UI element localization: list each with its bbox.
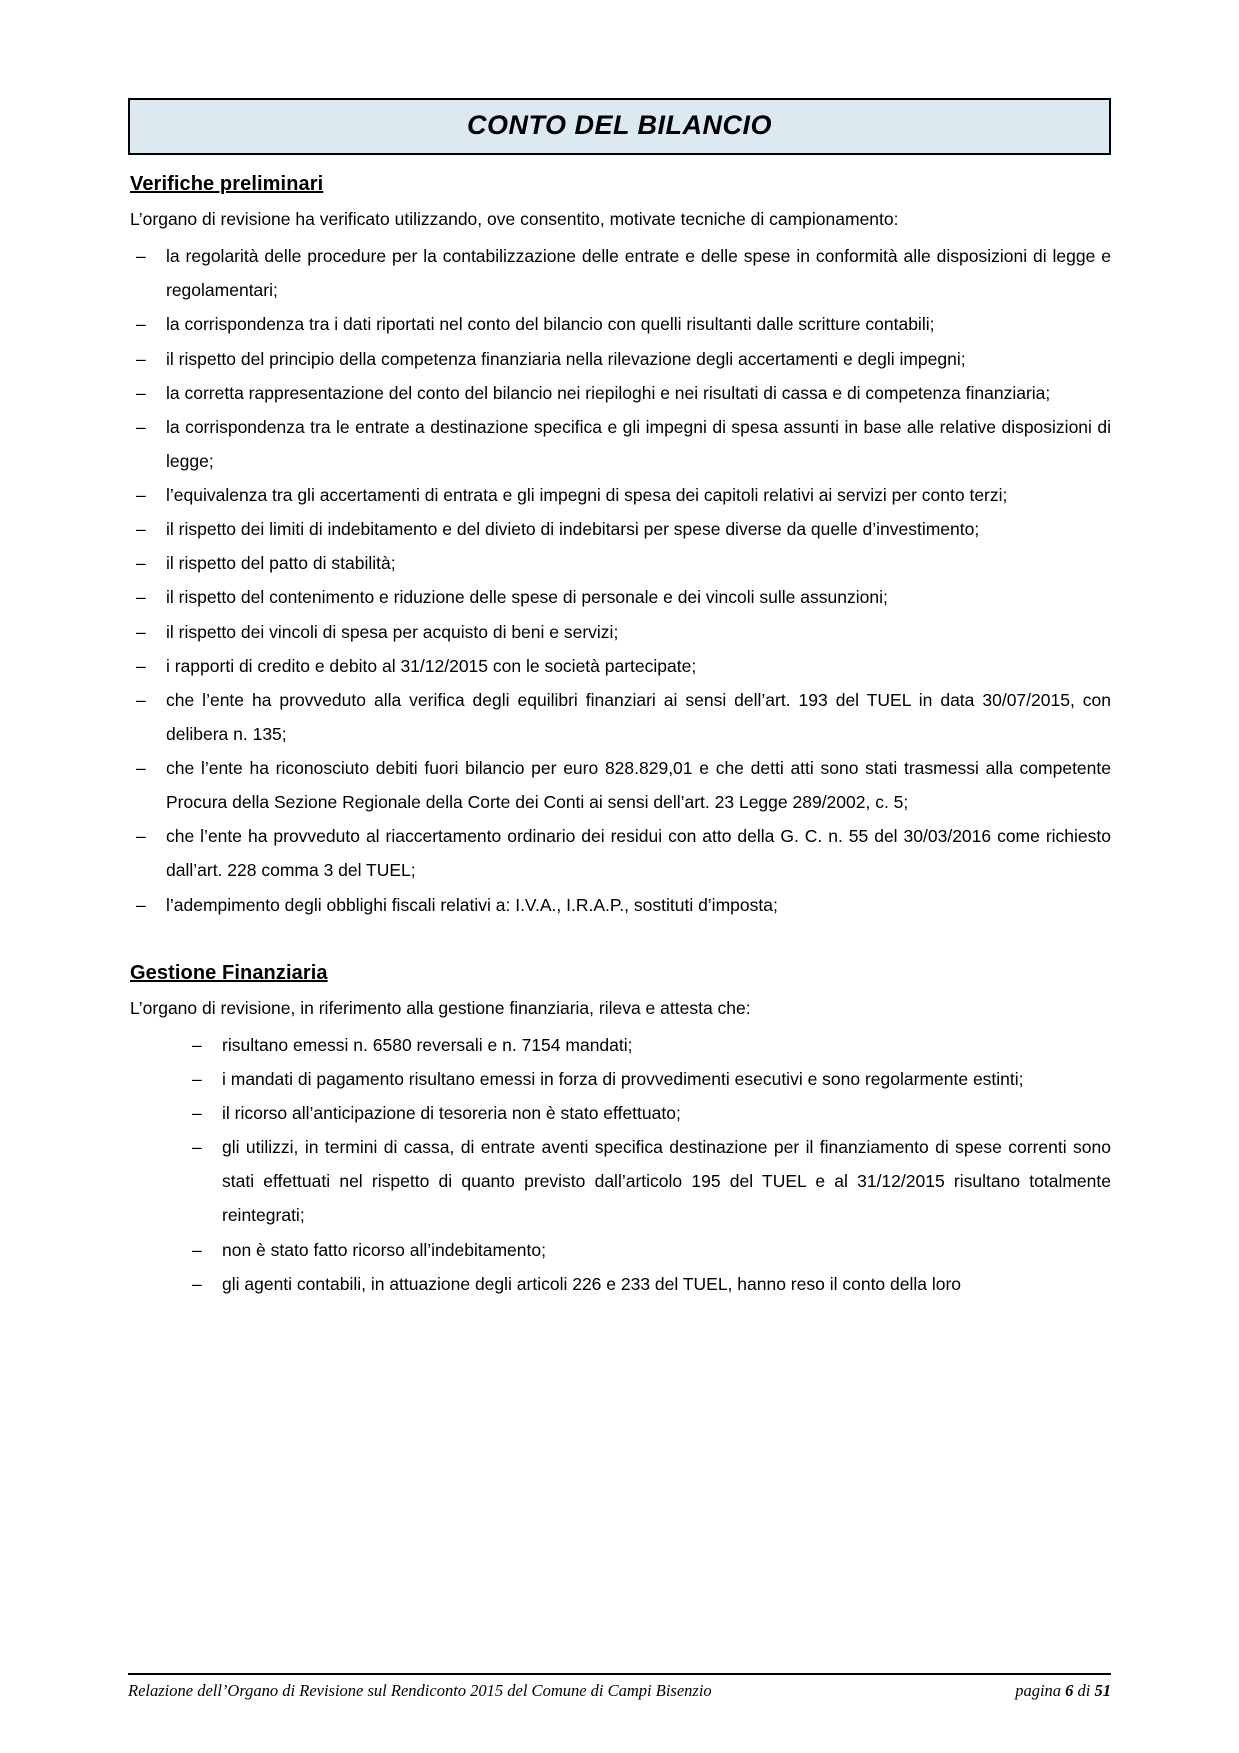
- list-item: – la corrispondenza tra i dati riportati nel conto del bilancio con quelli risultanti dalle scritture contabili;: [128, 307, 1111, 341]
- footer-page-current: 6: [1065, 1681, 1074, 1700]
- document-title-text: CONTO DEL BILANCIO: [466, 110, 772, 140]
- footer-page-total: 51: [1094, 1681, 1111, 1700]
- section-heading-verifiche-preliminari: Verifiche preliminari: [130, 173, 324, 195]
- list-item: – che l’ente ha riconosciuto debiti fuori bilancio per euro 828.829,01 e che detti atti sono stati trasmessi alla competente Procura della Sezione Regionale della Corte dei Conti ai sensi dell’art. 23 Legge 289/2002, c. 5;: [128, 751, 1111, 819]
- list-item: – gli agenti contabili, in attuazione degli articoli 226 e 233 del TUEL, hanno reso il conto della loro: [184, 1267, 1111, 1301]
- footer-page-prefix: pagina: [1015, 1681, 1066, 1700]
- list-item: – il ricorso all’anticipazione di tesoreria non è stato effettuato;: [184, 1096, 1111, 1130]
- list-item: – che l’ente ha provveduto alla verifica degli equilibri finanziari ai sensi dell’art. 193 del TUEL in data 30/07/2015, con delibera n. 135;: [128, 683, 1111, 751]
- footer-divider: [128, 1673, 1111, 1675]
- section-heading-gestione-finanziaria: Gestione Finanziaria: [130, 961, 328, 984]
- list-item: – gli utilizzi, in termini di cassa, di entrate aventi specifica destinazione per il finanziamento di spese correnti sono stati effettuati nel rispetto di quanto previsto dall’articolo 195 del TUEL e al 31/12/2015 risultano totalmente reintegrati;: [184, 1130, 1111, 1232]
- section-intro-verifiche-preliminari: L’organo di revisione ha verificato utilizzando, ove consentito, motivate tecniche di campionamento:: [130, 209, 899, 229]
- list-verifiche-preliminari: [128, 239, 1111, 922]
- list-item: – il rispetto del principio della competenza finanziaria nella rilevazione degli accertamenti e degli impegni;: [128, 342, 1111, 376]
- list-item: – il rispetto dei limiti di indebitamento e del divieto di indebitarsi per spese diverse da quelle d’investimento;: [128, 512, 1111, 546]
- page-footer: [128, 1673, 1111, 1701]
- list-item: – i mandati di pagamento risultano emessi in forza di provvedimenti esecutivi e sono regolarmente estinti;: [184, 1062, 1111, 1096]
- list-item: – il rispetto del contenimento e riduzione delle spese di personale e dei vincoli sulle assunzioni;: [128, 580, 1111, 614]
- list-item: – risultano emessi n. 6580 reversali e n. 7154 mandati;: [184, 1028, 1111, 1062]
- list-item: – il rispetto del patto di stabilità;: [128, 546, 1111, 580]
- list-item: – la regolarità delle procedure per la contabilizzazione delle entrate e delle spese in conformità alle disposizioni di legge e regolamentari;: [128, 239, 1111, 307]
- list-item: – non è stato fatto ricorso all’indebitamento;: [184, 1233, 1111, 1267]
- list-item: – l’adempimento degli obblighi fiscali relativi a: I.V.A., I.R.A.P., sostituti d’imposta;: [128, 888, 1111, 922]
- list-item: – che l’ente ha provveduto al riaccertamento ordinario dei residui con atto della G. C. n. 55 del 30/03/2016 come richiesto dall’art. 228 comma 3 del TUEL;: [128, 819, 1111, 887]
- list-item: – la corrispondenza tra le entrate a destinazione specifica e gli impegni di spesa assunti in base alle relative disposizioni di legge;: [128, 410, 1111, 478]
- document-title-banner: [128, 98, 1111, 155]
- section-intro-gestione-finanziaria: L’organo di revisione, in riferimento alla gestione finanziaria, rileva e attesta che:: [130, 997, 751, 1018]
- list-item: – i rapporti di credito e debito al 31/12/2015 con le società partecipate;: [128, 649, 1111, 683]
- footer-page-of: di: [1073, 1681, 1095, 1700]
- list-item: – la corretta rappresentazione del conto del bilancio nei riepiloghi e nei risultati di cassa e di competenza finanziaria;: [128, 376, 1111, 410]
- list-gestione-finanziaria: [128, 1028, 1111, 1301]
- list-item: – il rispetto dei vincoli di spesa per acquisto di beni e servizi;: [128, 615, 1111, 649]
- footer-document-title: Relazione dell’Organo di Revisione sul Rendiconto 2015 del Comune di Campi Bisenzio: [128, 1681, 712, 1700]
- section-spacer: [128, 922, 1111, 956]
- list-item: – l’equivalenza tra gli accertamenti di entrata e gli impegni di spesa dei capitoli relativi ai servizi per conto terzi;: [128, 478, 1111, 512]
- footer-page-number: [1015, 1681, 1111, 1701]
